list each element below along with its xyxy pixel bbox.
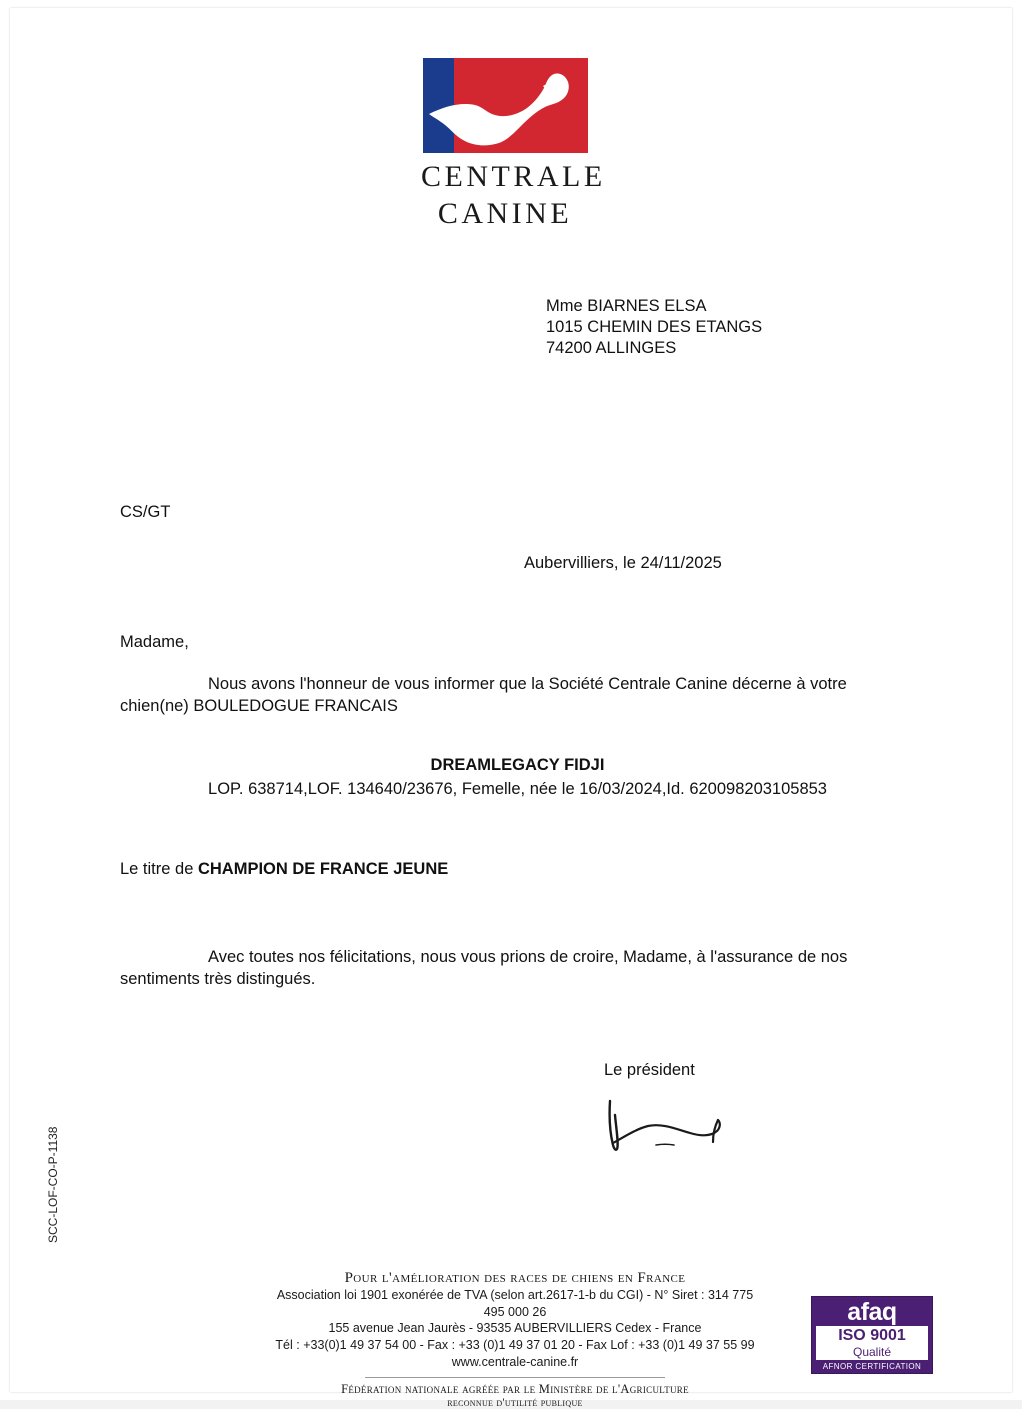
- addressee-block: [546, 296, 762, 359]
- logo-wordmark: [421, 159, 606, 232]
- centrale-canine-logo: [421, 58, 606, 232]
- signature-icon: [600, 1093, 750, 1163]
- afaq-brand: afaq: [847, 1298, 897, 1326]
- footer-phone-line: Tél : +33(0)1 49 37 54 00 - Fax : +33 (0)1 49 37 01 20 - Fax Lof : +33 (0)1 49 37 55 99: [275, 1337, 755, 1352]
- addressee-city: 74200 ALLINGES: [546, 339, 677, 357]
- footer-divider: [365, 1377, 665, 1378]
- reference-code: CS/GT: [120, 503, 171, 521]
- footer-public-utility-note: reconnue d'utilité publique: [447, 1397, 583, 1409]
- logo-mark: [423, 58, 588, 153]
- leaping-dog-icon: [423, 58, 588, 153]
- footer-website[interactable]: www.centrale-canine.fr: [451, 1355, 579, 1369]
- place-and-date: Aubervilliers, le 24/11/2025: [524, 554, 722, 572]
- afaq-quality: Qualité: [816, 1345, 928, 1360]
- awarded-title-prefix: Le titre de: [120, 860, 198, 878]
- awarded-title-value: CHAMPION DE FRANCE JEUNE: [197, 860, 449, 878]
- footer-legal-line: Association loi 1901 exonérée de TVA (selon art.2617-1-b du CGI) - N° Siret : 314 775 495 000 26: [276, 1288, 754, 1319]
- dog-name: DREAMLEGACY FIDJI: [430, 756, 605, 774]
- document-side-code: SCC-LOF-CO-P-1138: [46, 1126, 60, 1243]
- logo-wordmark-line1: CENTRALE: [421, 160, 606, 193]
- footer-headline: Pour l'amélioration des races de chiens en France: [344, 1270, 686, 1286]
- letter-sheet: [10, 8, 1012, 1409]
- logo-wordmark-line2: CANINE: [437, 196, 573, 230]
- afaq-issuer: AFNOR CERTIFICATION: [822, 1362, 922, 1371]
- president-label: Le président: [604, 1061, 695, 1079]
- body-paragraph-2: Avec toutes nos félicitations, nous vous prions de croire, Madame, à l'assurance de nos sentiments très distingués.: [120, 948, 848, 988]
- afaq-standard: ISO 9001: [816, 1326, 928, 1345]
- footer-ministry-note: Fédération nationale agréée par le Ministère de l'Agriculture: [341, 1382, 689, 1396]
- addressee-name: Mme BIARNES ELSA: [546, 297, 707, 315]
- dog-details: LOP. 638714,LOF. 134640/23676, Femelle, née le 16/03/2024,Id. 620098203105853: [208, 780, 827, 798]
- salutation: Madame,: [120, 633, 189, 651]
- body-paragraph-1: Nous avons l'honneur de vous informer que la Société Centrale Canine décerne à votre chien(ne) BOULEDOGUE FRANCAIS: [120, 675, 847, 715]
- footer-block: [265, 1270, 765, 1409]
- awarded-title: [120, 860, 448, 879]
- footer-address-line: 155 avenue Jean Jaurès - 93535 AUBERVILLIERS Cedex - France: [328, 1321, 702, 1335]
- afaq-certification-badge: [811, 1296, 933, 1374]
- addressee-street: 1015 CHEMIN DES ETANGS: [546, 318, 763, 336]
